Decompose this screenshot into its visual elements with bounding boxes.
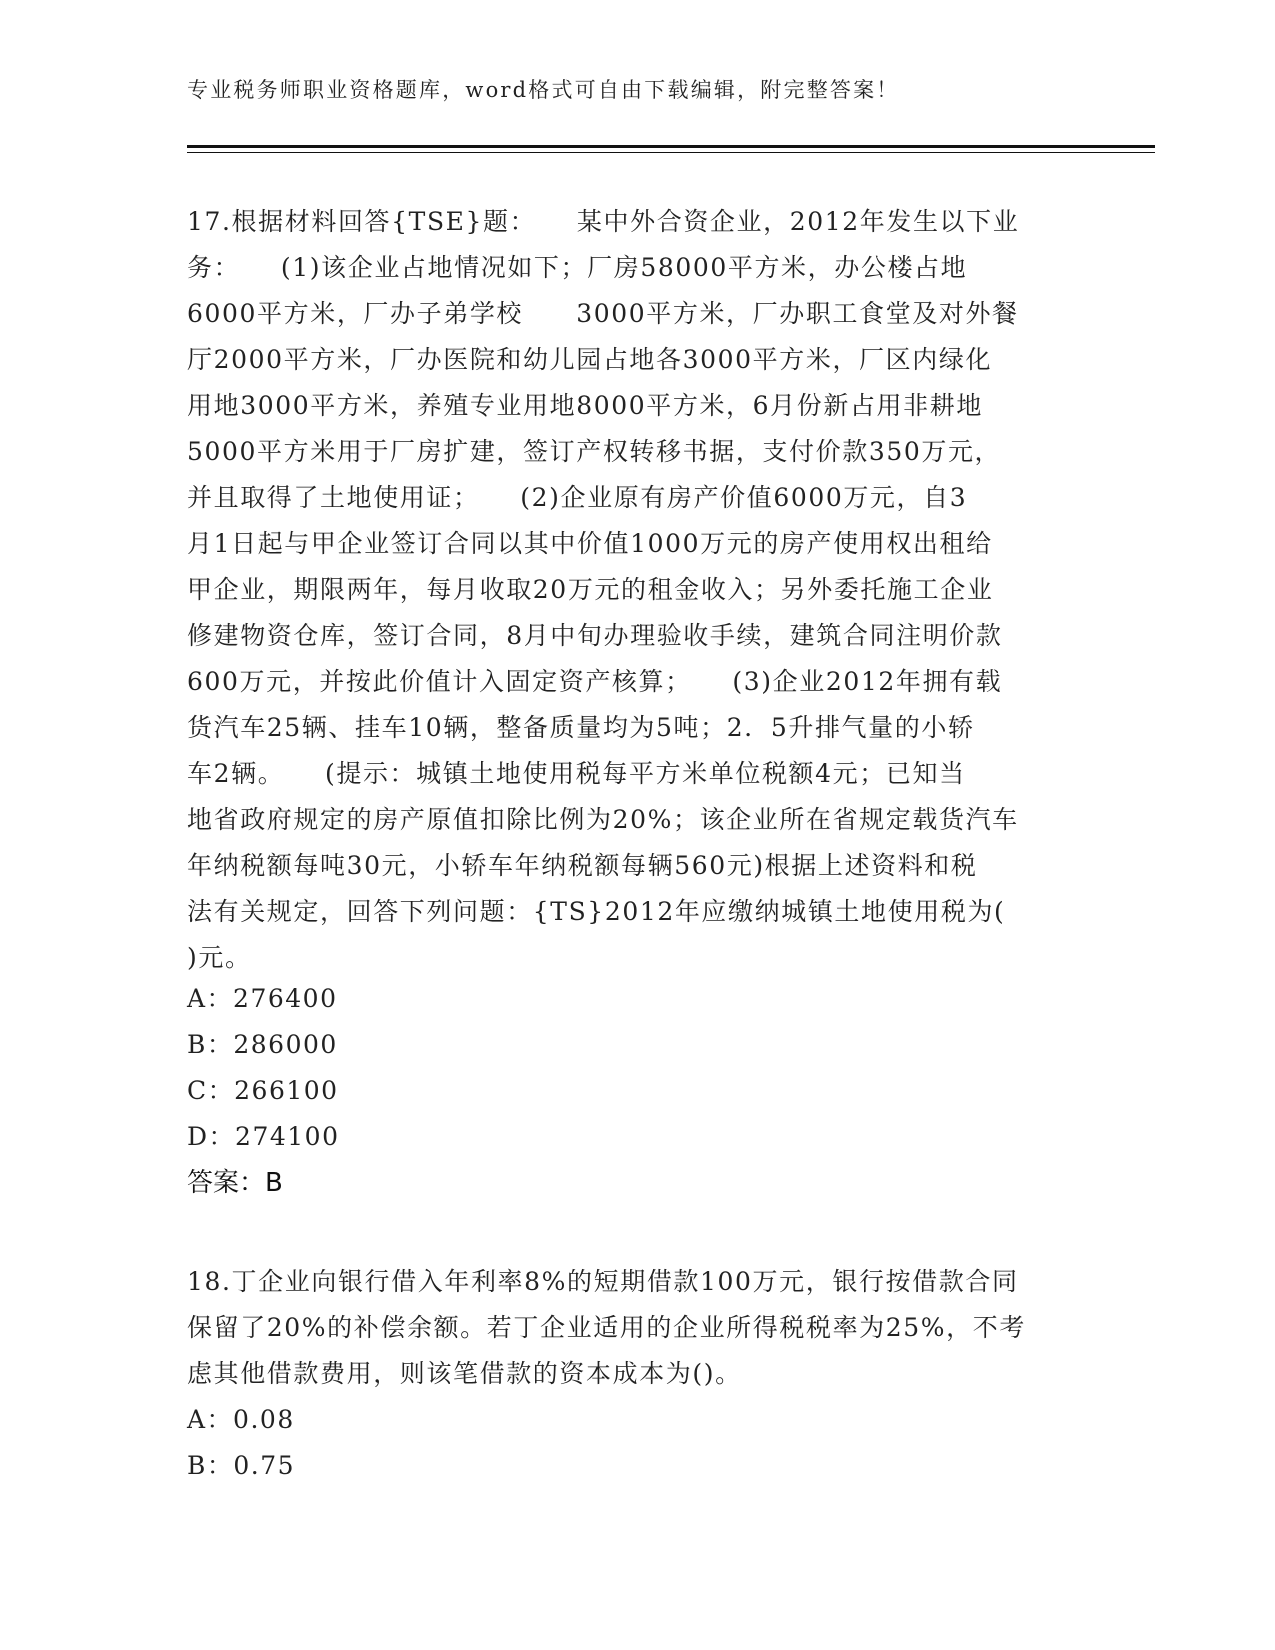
question-18-option-b: B：0.75	[187, 1451, 296, 1480]
question-17-option-d: D：274100	[187, 1122, 340, 1151]
question-18-text	[187, 1259, 1026, 1397]
text-line: 月1日起与甲企业签订合同以其中价值1000万元的房产使用权出租给	[187, 529, 993, 558]
text-line: 18.丁企业向银行借入年利率8%的短期借款100万元，银行按借款合同	[187, 1267, 1019, 1296]
text-line: 车2辆。 (提示：城镇土地使用税每平方米单位税额4元；已知当	[187, 759, 966, 788]
question-17-option-c: C：266100	[187, 1076, 339, 1105]
text-line: 甲企业，期限两年，每月收取20万元的租金收入；另外委托施工企业	[187, 575, 994, 604]
text-line: 货汽车25辆、挂车10辆，整备质量均为5吨；2．5升排气量的小轿	[187, 713, 975, 742]
question-17-answer: 答案：B	[187, 1168, 283, 1198]
text-line: 务： (1)该企业占地情况如下；厂房58000平方米，办公楼占地	[187, 253, 968, 282]
text-line: 17.根据材料回答{TSE}题： 某中外合资企业，2012年发生以下业	[187, 207, 1020, 236]
question-18-option-a: A：0.08	[187, 1405, 295, 1434]
text-line: )元。	[187, 943, 252, 972]
question-17-text	[187, 199, 1019, 981]
text-line: 厅2000平方米，厂办医院和幼儿园占地各3000平方米，厂区内绿化	[187, 345, 993, 374]
text-line: 保留了20%的补偿余额。若丁企业适用的企业所得税税率为25%，不考	[187, 1313, 1026, 1342]
header-rule-thick	[187, 145, 1155, 148]
page-header: 专业税务师职业资格题库，word格式可自由下载编辑，附完整答案！	[187, 78, 900, 102]
text-line: 地省政府规定的房产原值扣除比例为20%；该企业所在省规定载货汽车	[187, 805, 1019, 834]
text-line: 并且取得了土地使用证； (2)企业原有房产价值6000万元，自3	[187, 483, 968, 512]
text-line: 用地3000平方米，养殖专业用地8000平方米，6月份新占用非耕地	[187, 391, 983, 420]
text-line: 6000平方米，厂办子弟学校 3000平方米，厂办职工食堂及对外餐	[187, 299, 1019, 328]
text-line: 600万元，并按此价值计入固定资产核算； (3)企业2012年拥有载	[187, 667, 1003, 696]
text-line: 法有关规定，回答下列问题：{TS}2012年应缴纳城镇土地使用税为(	[187, 897, 1006, 926]
question-17-option-a: A：276400	[187, 984, 338, 1013]
question-17-option-b: B：286000	[187, 1030, 338, 1059]
text-line: 5000平方米用于厂房扩建，签订产权转移书据，支付价款350万元，	[187, 437, 1002, 466]
header-rule-thin	[187, 152, 1155, 153]
text-line: 修建物资仓库，签订合同，8月中旬办理验收手续，建筑合同注明价款	[187, 621, 1003, 650]
text-line: 虑其他借款费用，则该笔借款的资本成本为()。	[187, 1359, 742, 1388]
text-line: 年纳税额每吨30元，小轿车年纳税额每辆560元)根据上述资料和税	[187, 851, 978, 880]
